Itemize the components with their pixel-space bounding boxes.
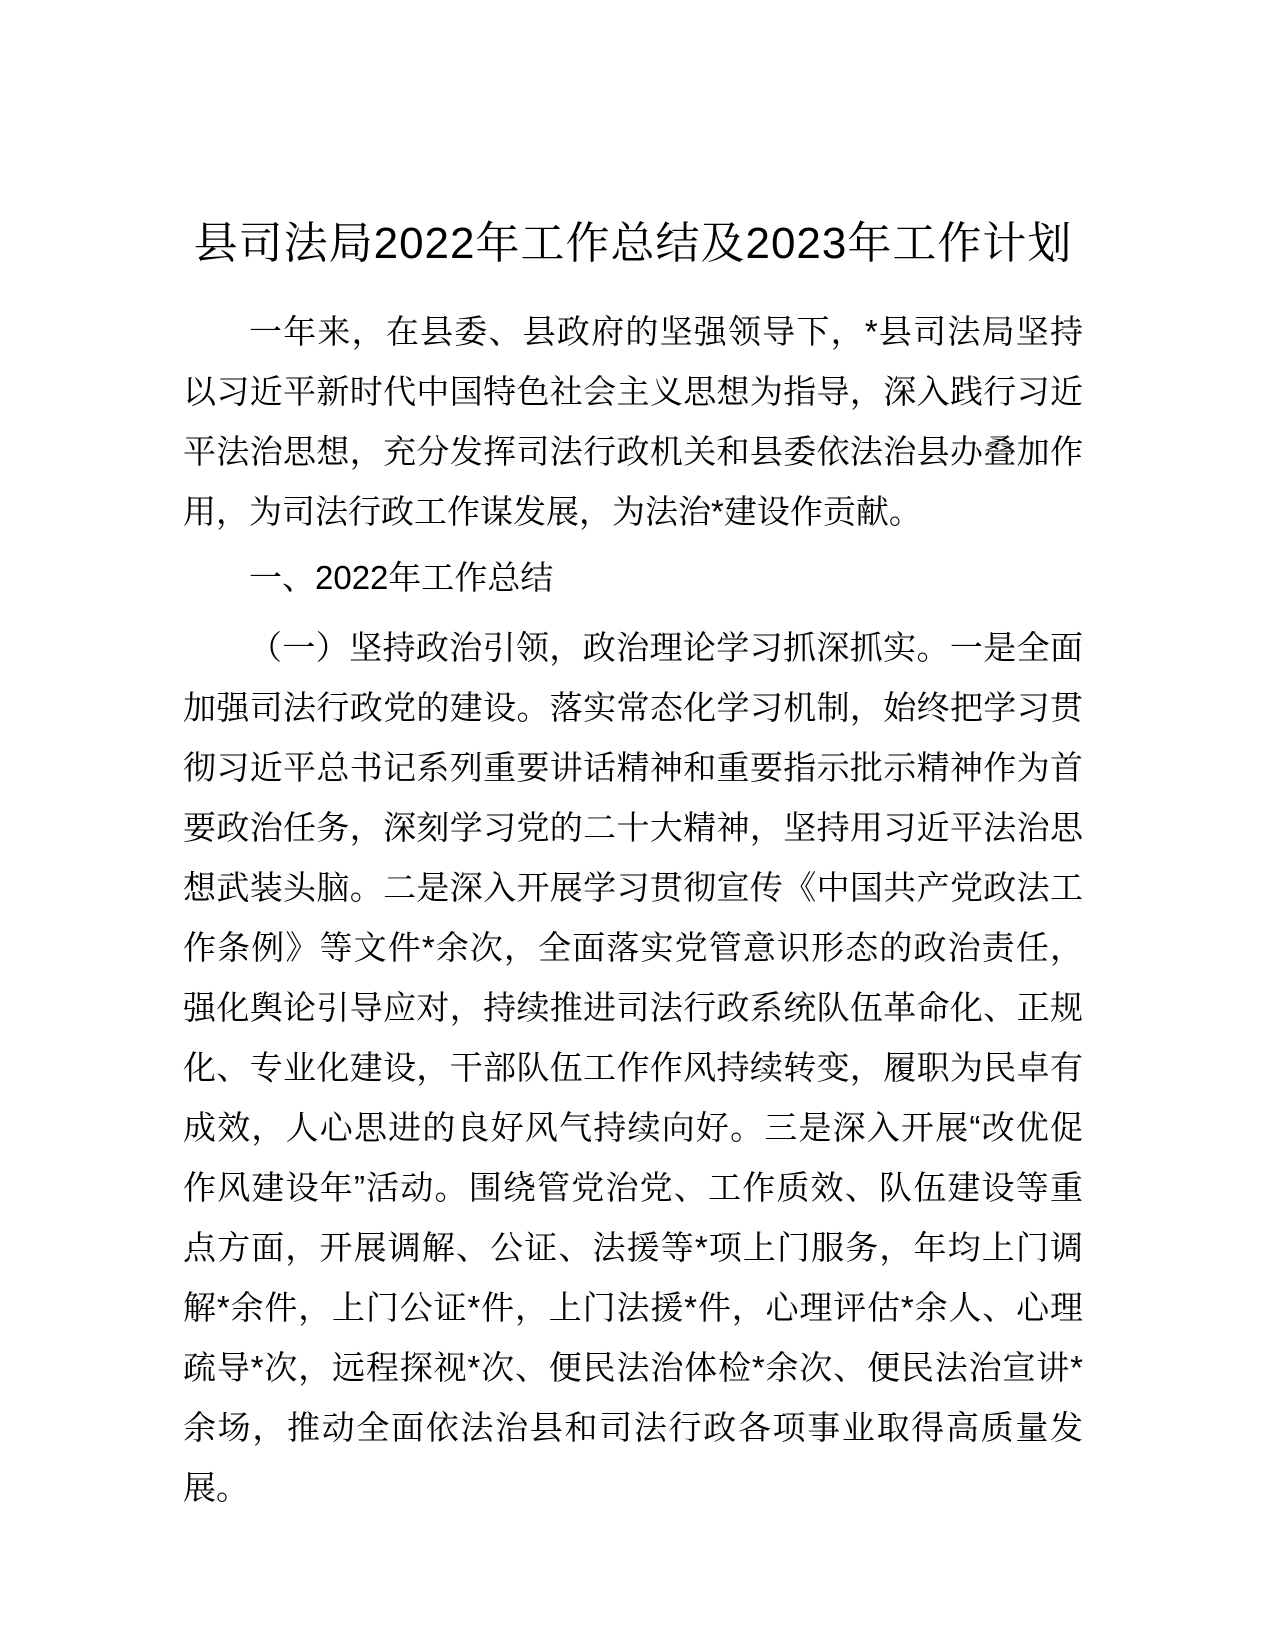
text-line: 解*余件，上门公证*件，上门法援*件，心理评估*余人、心理 [183, 1289, 1083, 1326]
text-line: 用，为司法行政工作谋发展，为法治*建设作贡献。 [183, 493, 922, 530]
text-line: 加强司法行政党的建设。落实常态化学习机制，始终把学习贯 [183, 689, 1083, 726]
text-line: 作条例》等文件*余次，全面落实党管意识形态的政治责任， [183, 929, 1083, 966]
text-line: 余场，推动全面依法治县和司法行政各项事业取得高质量发 [183, 1409, 1083, 1446]
text-line: 想武装头脑。二是深入开展学习贯彻宣传《中国共产党政法工 [183, 869, 1083, 906]
text-line: 点方面，开展调解、公证、法援等*项上门服务，年均上门调 [183, 1229, 1083, 1266]
document-body [183, 302, 1083, 1518]
text-line: 化、专业化建设，干部队伍工作作风持续转变，履职为民卓有 [183, 1049, 1083, 1086]
text-line: 平法治思想，充分发挥司法行政机关和县委依法治县办叠加作 [183, 433, 1083, 470]
text-line: 一年来，在县委、县政府的坚强领导下，*县司法局坚持 [249, 313, 1083, 350]
text-line: 要政治任务，深刻学习党的二十大精神，坚持用习近平法治思 [183, 809, 1083, 846]
text-line: 以习近平新时代中国特色社会主义思想为指导，深入践行习近 [183, 373, 1083, 410]
text-line: 彻习近平总书记系列重要讲话精神和重要指示批示精神作为首 [183, 749, 1083, 786]
text-line: 成效，人心思进的良好风气持续向好。三是深入开展“改优促 [183, 1109, 1083, 1146]
text-line: 作风建设年”活动。围绕管党治党、工作质效、队伍建设等重 [183, 1169, 1083, 1206]
text-line: 展。 [183, 1469, 249, 1506]
text-line: 疏导*次，远程探视*次、便民法治体检*余次、便民法治宣讲* [183, 1349, 1083, 1386]
paragraph [183, 302, 1083, 542]
document-title: 县司法局2022年工作总结及2023年工作计划 [193, 219, 1073, 268]
paragraph [183, 618, 1083, 1518]
section-heading: 一、2022年工作总结 [249, 559, 554, 596]
text-line: 强化舆论引导应对，持续推进司法行政系统队伍革命化、正规 [183, 989, 1083, 1026]
text-line: （一）坚持政治引领，政治理论学习抓深抓实。一是全面 [249, 629, 1083, 666]
